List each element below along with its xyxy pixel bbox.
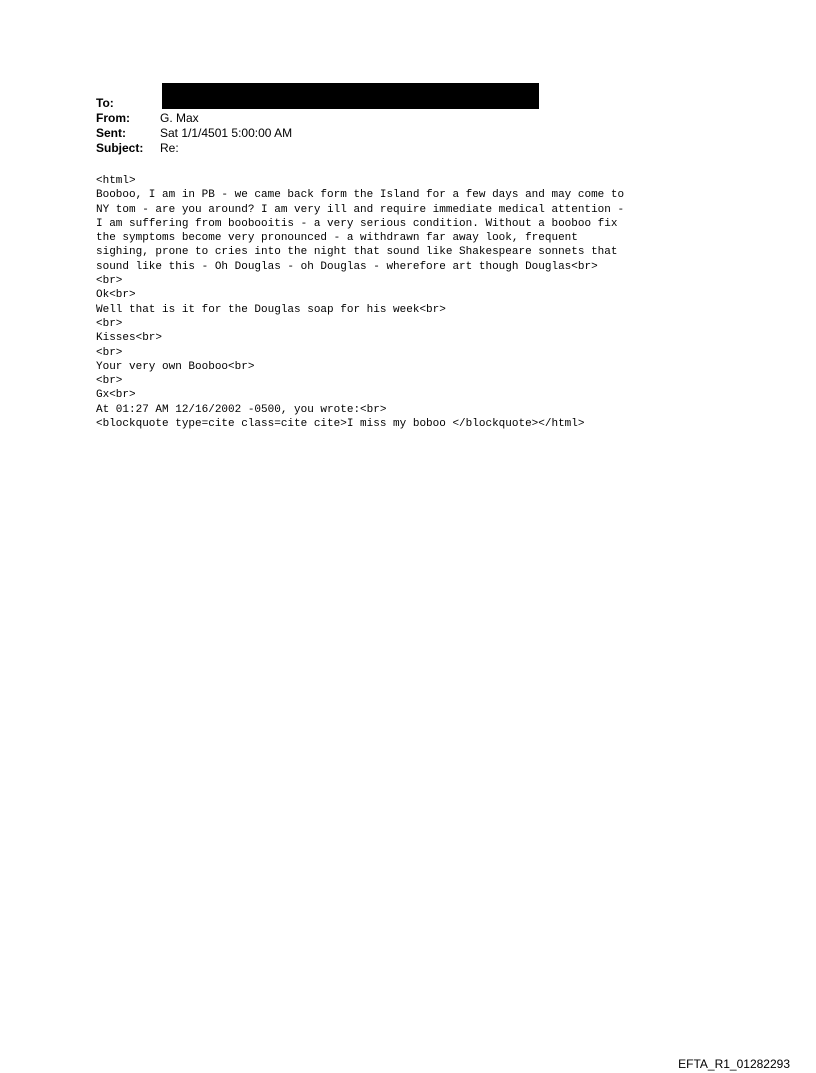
body-line: Ok<br> [96,289,136,302]
body-line: sighing, prone to cries into the night that sound like Shakespeare sonnets that [96,246,618,259]
body-line: the symptoms become very pronounced - a withdrawn far away look, frequent [96,232,578,245]
body-line: At 01:27 AM 12/16/2002 -0500, you wrote:<br> [96,403,387,416]
body-line: sound like this - Oh Douglas - oh Douglas - wherefore art though Douglas<br> [96,260,598,273]
body-line: Well that is it for the Douglas soap for his week<br> [96,303,446,316]
from-value: G. Max [160,111,199,125]
to-label: To: [96,96,114,110]
body-line: Your very own Booboo<br> [96,360,255,373]
body-line: Gx<br> [96,389,136,402]
body-line: <html> [96,175,136,187]
email-body [96,174,624,431]
sent-row [96,126,292,141]
body-line: Booboo, I am in PB - we came back form the Island for a few days and may come to [96,189,625,202]
document-id: EFTA_R1_01282293 [678,1057,790,1071]
from-label: From: [96,111,130,125]
subject-row [96,141,292,156]
from-row [96,111,292,126]
body-line: <br> [96,275,123,288]
subject-label: Subject: [96,141,144,155]
body-line: NY tom - are you around? I am very ill and require immediate medical attention - [96,203,625,216]
body-line: I am suffering from boobooitis - a very serious condition. Without a booboo fix [96,217,618,230]
body-line: <br> [96,317,123,330]
sent-label: Sent: [96,126,126,140]
sent-value: Sat 1/1/4501 5:00:00 AM [160,126,293,140]
body-line: <blockquote type=cite class=cite cite>I miss my boboo </blockquote></html> [96,418,585,431]
body-line: <br> [96,346,123,359]
email-header [96,96,292,156]
to-row [96,96,292,111]
body-line: <br> [96,375,123,388]
body-line: Kisses<br> [96,332,163,345]
subject-value: Re: [160,141,179,155]
